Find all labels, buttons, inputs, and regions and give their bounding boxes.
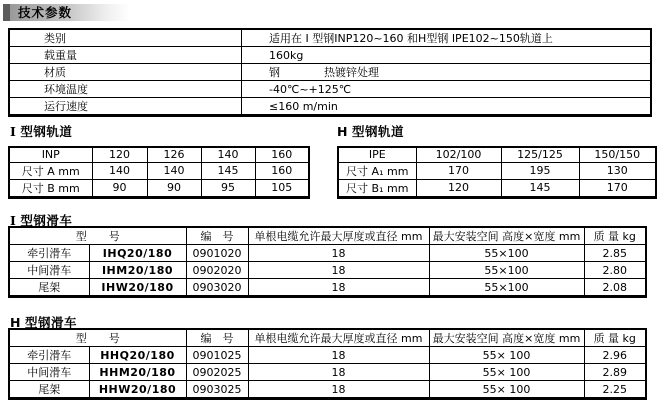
rail-cell: 90 <box>147 179 201 197</box>
trolley-header-space: 最大安装空间 高度×宽度 mm <box>429 227 584 245</box>
trolley-code: 0902020 <box>186 262 248 279</box>
table-row <box>9 381 646 399</box>
rail-cell: 140 <box>92 162 147 179</box>
trolley-name: 尾架 <box>9 381 89 399</box>
heading-prefix: H <box>337 124 348 139</box>
trolley-model: HHW20/180 <box>89 381 186 399</box>
heading-prefix: H <box>10 315 21 330</box>
rail-header-cell: 126 <box>147 147 201 162</box>
trolley-mass: 2.25 <box>584 381 646 399</box>
trolley-header-model: 型 号 <box>9 329 186 347</box>
trolley-name: 尾架 <box>9 279 89 297</box>
trolley-mass: 2.96 <box>584 347 646 364</box>
table-row <box>9 162 309 179</box>
rail-cell: 130 <box>579 162 656 179</box>
rail-header-cell: 102/100 <box>416 147 501 162</box>
heading-text: 型钢滑车 <box>20 213 73 228</box>
tech-params-table <box>8 28 652 117</box>
heading-text: 型钢滑车 <box>24 315 77 330</box>
table-row <box>9 147 309 162</box>
rail-cell: 170 <box>579 179 656 197</box>
table-row <box>9 227 646 245</box>
table-row <box>338 162 656 179</box>
rail-header-cell: 150/150 <box>579 147 656 162</box>
trolley-cable: 18 <box>248 262 429 279</box>
rail-row-label: 尺寸 A mm <box>9 162 92 179</box>
trolley-header-cable: 单根电缆允许最大厚度或直径 mm <box>248 329 429 347</box>
trolley-header-code: 编 号 <box>186 227 248 245</box>
param-value: ≤160 m/min <box>242 98 652 116</box>
trolley-space: 55× 100 <box>429 381 584 399</box>
rail-cell: 90 <box>92 179 147 197</box>
trolley-header-mass: 质 量 kg <box>584 329 646 347</box>
table-row <box>9 29 651 47</box>
trolley-model: HHQ20/180 <box>89 347 186 364</box>
table-row <box>9 347 646 364</box>
trolley-cable: 18 <box>248 347 429 364</box>
table-row <box>9 245 646 262</box>
table-row <box>9 47 651 64</box>
trolley-code: 0901020 <box>186 245 248 262</box>
table-row <box>9 64 651 81</box>
trolley-space: 55×100 <box>429 262 584 279</box>
rail-header-cell: 120 <box>92 147 147 162</box>
rail-cell: 170 <box>416 162 501 179</box>
table-row <box>9 329 646 347</box>
trolley-mass: 2.89 <box>584 364 646 381</box>
trolley-space: 55×100 <box>429 245 584 262</box>
trolley-cable: 18 <box>248 364 429 381</box>
trolley-model: IHW20/180 <box>89 279 186 297</box>
trolley-model: IHM20/180 <box>89 262 186 279</box>
table-row <box>338 179 656 197</box>
trolley-space: 55× 100 <box>429 364 584 381</box>
trolley-model: HHM20/180 <box>89 364 186 381</box>
h-rail-table <box>337 146 657 199</box>
heading-prefix: I <box>10 124 17 139</box>
trolley-mass: 2.85 <box>584 245 646 262</box>
rail-cell: 140 <box>147 162 201 179</box>
param-label: 运行速度 <box>9 98 242 116</box>
param-value: 160kg <box>242 47 652 64</box>
banner-title: 技术参数 <box>18 5 73 20</box>
rail-header-cell: 125/125 <box>501 147 579 162</box>
param-value: 钢 热镀锌处理 <box>242 64 652 81</box>
table-row <box>9 364 646 381</box>
rail-cell: 145 <box>201 162 255 179</box>
trolley-name: 中间滑车 <box>9 262 89 279</box>
trolley-cable: 18 <box>248 245 429 262</box>
trolley-header-space: 最大安装空间 高度×宽度 mm <box>429 329 584 347</box>
trolley-cable: 18 <box>248 381 429 399</box>
rail-cell: 195 <box>501 162 579 179</box>
rail-cell: 95 <box>201 179 255 197</box>
trolley-header-mass: 质 量 kg <box>584 227 646 245</box>
table-row <box>9 98 651 116</box>
heading-text: 型钢轨道 <box>20 124 73 139</box>
table-row <box>9 279 646 297</box>
rail-header-cell: INP <box>9 147 92 162</box>
table-row <box>338 147 656 162</box>
rail-header-cell: 160 <box>255 147 309 162</box>
param-label: 环境温度 <box>9 81 242 98</box>
trolley-mass: 2.08 <box>584 279 646 297</box>
trolley-name: 牵引滑车 <box>9 347 89 364</box>
param-label: 材质 <box>9 64 242 81</box>
rail-cell: 120 <box>416 179 501 197</box>
rail-row-label: 尺寸 B₁ mm <box>338 179 416 197</box>
rail-header-cell: IPE <box>338 147 416 162</box>
param-value: -40℃~+125℃ <box>242 81 652 98</box>
trolley-code: 0903025 <box>186 381 248 399</box>
i-rail-table <box>8 146 310 199</box>
trolley-code: 0901025 <box>186 347 248 364</box>
param-label: 载重量 <box>9 47 242 64</box>
section-heading-h-rail <box>337 122 404 140</box>
trolley-header-code: 编 号 <box>186 329 248 347</box>
heading-prefix: I <box>10 213 17 228</box>
section-heading-i-rail <box>10 122 72 140</box>
trolley-header-cable: 单根电缆允许最大厚度或直径 mm <box>248 227 429 245</box>
rail-header-cell: 140 <box>201 147 255 162</box>
rail-cell: 145 <box>501 179 579 197</box>
i-trolley-table <box>8 226 647 298</box>
section-banner-tech-params <box>3 4 130 21</box>
trolley-space: 55× 100 <box>429 347 584 364</box>
trolley-mass: 2.80 <box>584 262 646 279</box>
heading-text: 型钢轨道 <box>351 124 404 139</box>
h-trolley-table <box>8 328 647 400</box>
param-label: 类别 <box>9 29 242 47</box>
param-value: 适用在 I 型钢INP120~160 和H型钢 IPE102~150轨道上 <box>242 29 652 47</box>
trolley-cable: 18 <box>248 279 429 297</box>
table-row <box>9 179 309 197</box>
trolley-code: 0903020 <box>186 279 248 297</box>
table-row <box>9 81 651 98</box>
rail-cell: 105 <box>255 179 309 197</box>
trolley-header-model: 型 号 <box>9 227 186 245</box>
table-row <box>9 262 646 279</box>
rail-row-label: 尺寸 B mm <box>9 179 92 197</box>
trolley-name: 中间滑车 <box>9 364 89 381</box>
trolley-code: 0902025 <box>186 364 248 381</box>
trolley-name: 牵引滑车 <box>9 245 89 262</box>
rail-row-label: 尺寸 A₁ mm <box>338 162 416 179</box>
trolley-model: IHQ20/180 <box>89 245 186 262</box>
trolley-space: 55×100 <box>429 279 584 297</box>
rail-cell: 160 <box>255 162 309 179</box>
